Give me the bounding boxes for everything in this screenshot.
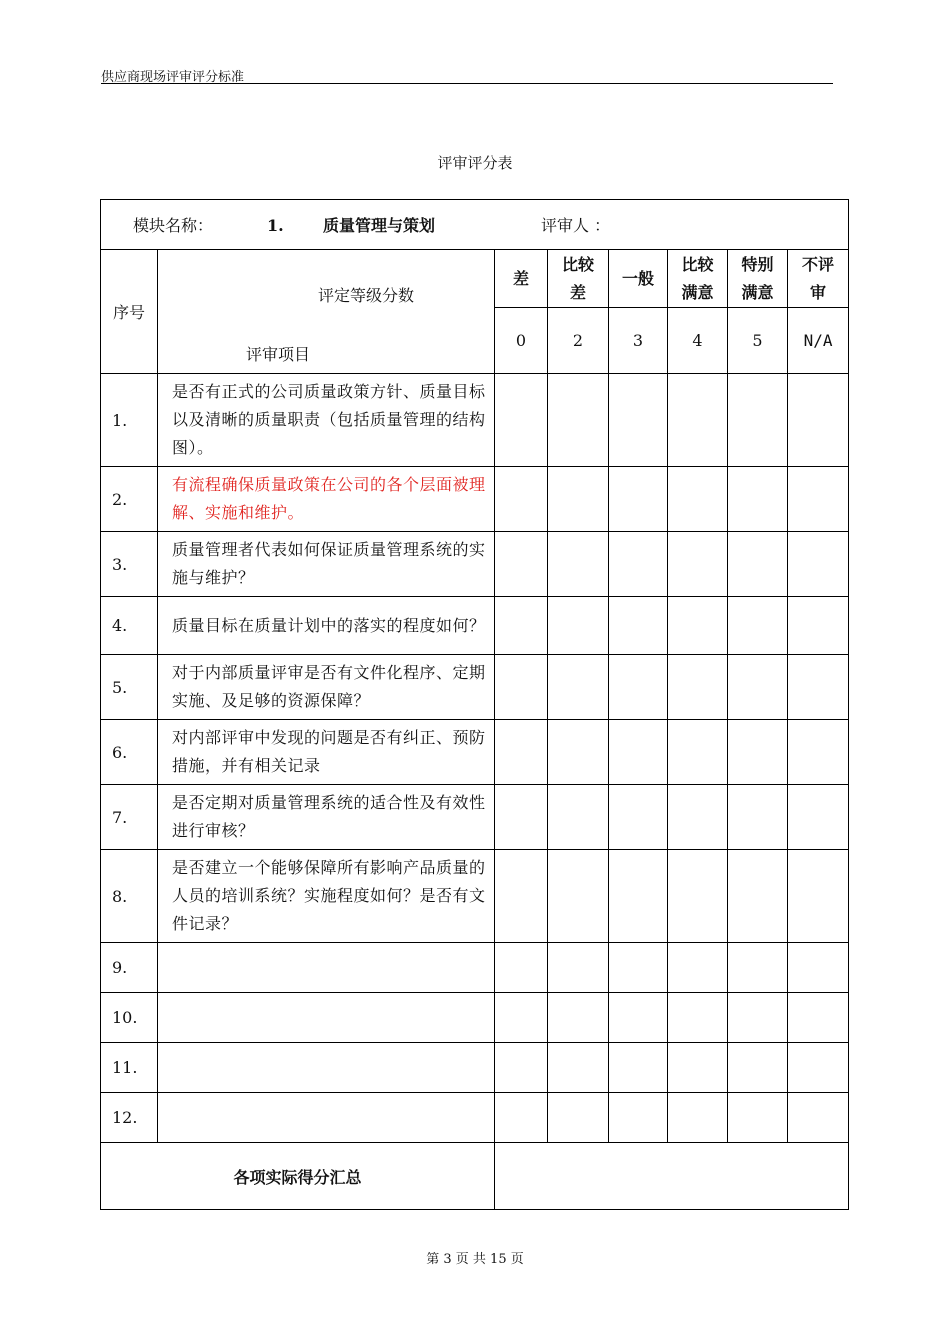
table-row	[101, 785, 849, 850]
score-cell[interactable]	[609, 374, 668, 467]
score-cell[interactable]	[668, 1043, 728, 1093]
score-cell[interactable]	[728, 655, 788, 720]
score-cell[interactable]	[495, 943, 548, 993]
score-cell[interactable]	[609, 943, 668, 993]
score-cell[interactable]	[548, 1093, 609, 1143]
review-item-text: 质量目标在质量计划中的落实的程度如何？	[158, 597, 495, 655]
review-item-text: 有流程确保质量政策在公司的各个层面被理解、实施和维护。	[158, 467, 495, 532]
table-row	[101, 1043, 849, 1093]
table-row	[101, 374, 849, 467]
score-cell[interactable]	[668, 720, 728, 785]
score-cell[interactable]	[609, 655, 668, 720]
score-cell[interactable]	[668, 785, 728, 850]
score-cell[interactable]	[495, 467, 548, 532]
score-cell[interactable]	[728, 785, 788, 850]
grade-header-average	[609, 250, 668, 308]
page-header: 供应商现场评审评分标准	[101, 70, 245, 85]
score-cell[interactable]	[548, 993, 609, 1043]
grade-header-fairly-poor	[548, 250, 609, 308]
grade-header-poor	[495, 250, 548, 308]
review-item-text: 是否有正式的公司质量政策方针、质量目标以及清晰的质量职责（包括质量管理的结构图）。	[158, 374, 495, 467]
score-cell[interactable]	[788, 993, 849, 1043]
score-cell[interactable]	[728, 467, 788, 532]
module-cell	[101, 200, 849, 250]
module-label: 模块名称：	[133, 216, 214, 235]
score-cell[interactable]	[548, 1043, 609, 1093]
row-number: 8.	[101, 850, 158, 943]
score-cell[interactable]	[495, 850, 548, 943]
seq-header: 序号	[101, 250, 158, 374]
document-title: 评审评分表	[437, 154, 513, 172]
score-cell[interactable]	[668, 655, 728, 720]
score-cell[interactable]	[788, 850, 849, 943]
summary-label: 各项实际得分汇总	[101, 1143, 495, 1210]
score-cell[interactable]	[609, 993, 668, 1043]
row-number: 10.	[101, 993, 158, 1043]
row-number: 3.	[101, 532, 158, 597]
grade-scale-label: 评定等级分数	[318, 286, 415, 305]
diagonal-header	[158, 250, 495, 374]
score-cell[interactable]	[788, 597, 849, 655]
score-cell[interactable]	[548, 597, 609, 655]
grade-label-row	[101, 250, 849, 308]
review-item-label: 评审项目	[246, 345, 311, 364]
score-cell[interactable]	[728, 597, 788, 655]
score-cell[interactable]	[548, 720, 609, 785]
summary-row	[101, 1143, 849, 1210]
score-cell[interactable]	[788, 374, 849, 467]
score-cell[interactable]	[609, 467, 668, 532]
score-cell[interactable]	[495, 993, 548, 1043]
grade-label: 比较差	[561, 254, 594, 302]
score-cell[interactable]	[668, 597, 728, 655]
score-cell[interactable]	[609, 532, 668, 597]
summary-score-cell[interactable]	[495, 1143, 849, 1210]
score-cell[interactable]	[728, 374, 788, 467]
row-number: 9.	[101, 943, 158, 993]
grade-label: 特别满意	[741, 254, 774, 302]
grade-header-very-satisfied	[728, 250, 788, 308]
grade-label: 差	[512, 268, 529, 288]
score-cell[interactable]	[728, 850, 788, 943]
score-cell[interactable]	[609, 850, 668, 943]
reviewer-label: 评审人 ：	[541, 216, 611, 235]
row-number: 5.	[101, 655, 158, 720]
review-item-text	[158, 1093, 495, 1143]
score-cell[interactable]	[609, 1043, 668, 1093]
table-row	[101, 720, 849, 785]
score-cell[interactable]	[728, 1093, 788, 1143]
grade-header-not-reviewed	[788, 250, 849, 308]
score-cell[interactable]	[788, 720, 849, 785]
score-cell[interactable]	[609, 597, 668, 655]
score-cell[interactable]	[788, 1043, 849, 1093]
score-cell[interactable]	[548, 850, 609, 943]
table-row	[101, 467, 849, 532]
score-cell[interactable]	[668, 993, 728, 1043]
score-cell[interactable]	[668, 850, 728, 943]
score-cell[interactable]	[788, 785, 849, 850]
score-cell[interactable]	[609, 1093, 668, 1143]
row-number: 1.	[101, 374, 158, 467]
table-row	[101, 993, 849, 1043]
grade-label: 比较满意	[681, 254, 714, 302]
score-cell[interactable]	[728, 1043, 788, 1093]
row-number: 6.	[101, 720, 158, 785]
score-cell[interactable]	[788, 655, 849, 720]
table-row	[101, 943, 849, 993]
grade-score: 0	[495, 308, 548, 374]
score-cell[interactable]	[495, 720, 548, 785]
score-cell[interactable]	[728, 993, 788, 1043]
score-cell[interactable]	[609, 720, 668, 785]
score-cell[interactable]	[548, 785, 609, 850]
score-cell[interactable]	[788, 532, 849, 597]
table-row	[101, 655, 849, 720]
module-number: 1.	[267, 216, 284, 235]
score-cell[interactable]	[609, 785, 668, 850]
score-cell[interactable]	[548, 374, 609, 467]
score-cell[interactable]	[668, 532, 728, 597]
score-cell[interactable]	[668, 374, 728, 467]
module-row	[101, 200, 849, 250]
review-item-text: 是否建立一个能够保障所有影响产品质量的人员的培训系统？实施程度如何？是否有文件记录？	[158, 850, 495, 943]
review-item-text	[158, 993, 495, 1043]
score-cell[interactable]	[548, 532, 609, 597]
score-cell[interactable]	[548, 943, 609, 993]
grade-score: 4	[668, 308, 728, 374]
score-cell[interactable]	[548, 655, 609, 720]
score-cell[interactable]	[788, 1093, 849, 1143]
row-number: 11.	[101, 1043, 158, 1093]
table-row	[101, 1093, 849, 1143]
score-cell[interactable]	[788, 467, 849, 532]
row-number: 7.	[101, 785, 158, 850]
grade-score: 3	[609, 308, 668, 374]
review-item-text	[158, 943, 495, 993]
row-number: 12.	[101, 1093, 158, 1143]
review-item-text	[158, 1043, 495, 1093]
grade-score: 2	[548, 308, 609, 374]
review-item-text: 对于内部质量评审是否有文件化程序、定期实施、及足够的资源保障？	[158, 655, 495, 720]
score-cell[interactable]	[728, 943, 788, 993]
score-cell[interactable]	[495, 532, 548, 597]
row-number: 2.	[101, 467, 158, 532]
score-cell[interactable]	[495, 1093, 548, 1143]
table-row	[101, 597, 849, 655]
score-cell[interactable]	[668, 467, 728, 532]
review-item-text: 对内部评审中发现的问题是否有纠正、预防措施，并有相关记录	[158, 720, 495, 785]
score-cell[interactable]	[495, 374, 548, 467]
score-cell[interactable]	[728, 720, 788, 785]
score-cell[interactable]	[548, 467, 609, 532]
review-item-text: 质量管理者代表如何保证质量管理系统的实施与维护？	[158, 532, 495, 597]
score-table	[100, 199, 849, 1210]
score-cell[interactable]	[495, 785, 548, 850]
score-cell[interactable]	[495, 597, 548, 655]
row-number: 4.	[101, 597, 158, 655]
table-row	[101, 850, 849, 943]
header-rule	[101, 83, 833, 84]
score-cell[interactable]	[495, 655, 548, 720]
grade-score: 5	[728, 308, 788, 374]
table-row	[101, 532, 849, 597]
review-item-text: 是否定期对质量管理系统的适合性及有效性进行审核？	[158, 785, 495, 850]
score-cell[interactable]	[788, 943, 849, 993]
score-cell[interactable]	[495, 1043, 548, 1093]
module-name: 质量管理与策划	[323, 216, 436, 235]
score-cell[interactable]	[668, 943, 728, 993]
grade-label: 一般	[621, 268, 654, 288]
item-rows	[101, 374, 849, 1143]
page-footer: 第 3 页 共 15 页	[426, 1252, 524, 1267]
score-cell[interactable]	[728, 532, 788, 597]
grade-header-satisfied	[668, 250, 728, 308]
grade-label: 不评审	[802, 254, 835, 302]
grade-score: N/A	[788, 308, 849, 374]
score-cell[interactable]	[668, 1093, 728, 1143]
